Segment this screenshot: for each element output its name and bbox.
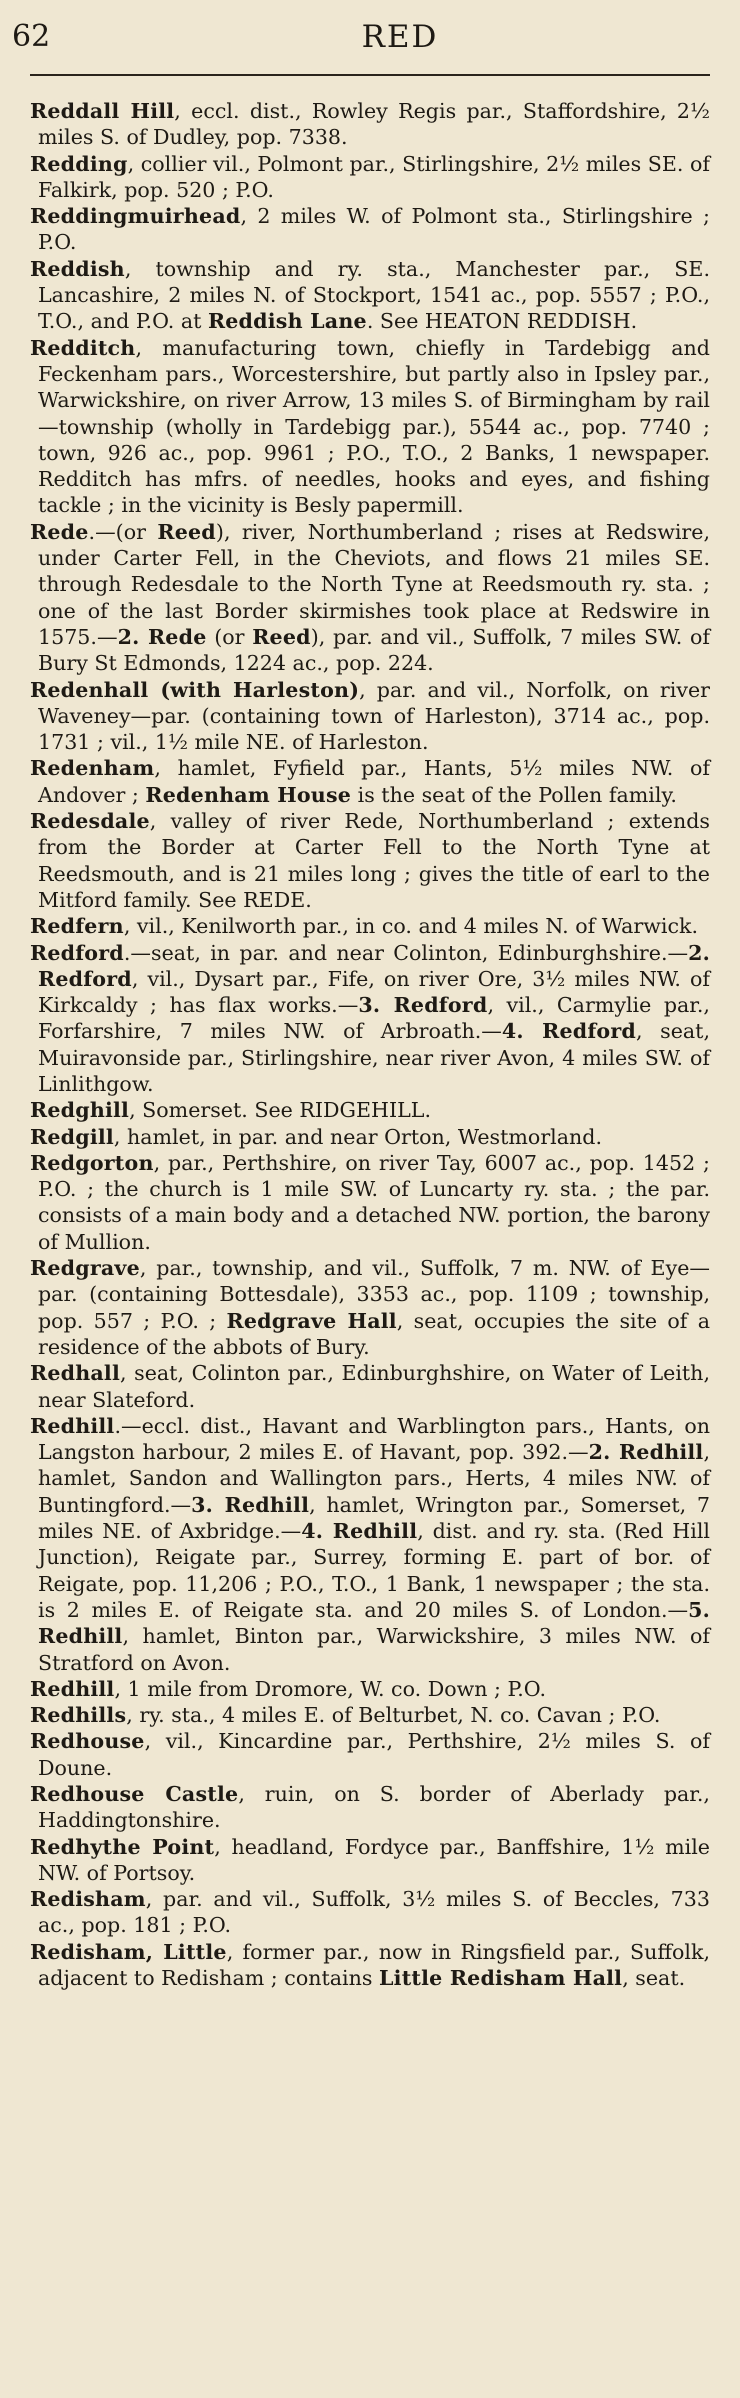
entry-text: ), par. and vil., Suffolk, 7 miles SW. of Bury St Edmonds, 1224 ac., pop. 224. — [38, 624, 710, 676]
entry-headword: Redhouse — [30, 1729, 145, 1754]
entry-text: , hamlet, Fyfield par., Hants, 5½ miles NW. of Andover ; — [38, 756, 710, 807]
entry-text: , hamlet, Wrington par., Somerset, 7 miles NE. of Axbridge.— — [38, 1492, 710, 1544]
entry-text: , former par., now in Ringsfield par., Suffolk, adjacent to Redisham ; contains — [38, 1939, 711, 1991]
entry-headword: 3. Redhill — [191, 1492, 310, 1517]
entry-headword: Redhouse Castle — [30, 1782, 239, 1806]
gazetteer-entry — [30, 913, 710, 939]
entry-headword: 3. Redford — [358, 993, 488, 1018]
gazetteer-entry — [30, 1150, 710, 1255]
entry-headword: Reed — [252, 624, 311, 649]
entry-headword: Rede — [30, 519, 89, 544]
page-header — [12, 0, 710, 76]
entry-text: , seat, occupies the site of a residence of the abbots of Bury. — [38, 1308, 710, 1359]
entry-text: . See HEATON REDDISH. — [366, 309, 638, 334]
gazetteer-entry — [30, 940, 710, 1098]
gazetteer-entry — [30, 1781, 710, 1834]
entry-headword: Redhythe Point — [30, 1834, 215, 1859]
entry-headword: Redditch — [30, 335, 136, 360]
entry-headword: 5. Redhill — [38, 1597, 710, 1649]
entry-text: , ry. sta., 4 miles E. of Belturbet, N. co. Cavan ; P.O. — [126, 1703, 661, 1728]
gazetteer-entry — [30, 755, 710, 808]
entry-text: is the seat of the Pollen family. — [351, 782, 677, 807]
entry-headword: Reed — [157, 519, 216, 544]
gazetteer-entry — [30, 677, 710, 756]
entry-text: .—(or — [88, 519, 158, 544]
gazetteer-entry — [30, 335, 710, 519]
entry-text: , vil., Kenilworth par., in co. and 4 miles N. of Warwick. — [123, 914, 699, 939]
entry-text: , ruin, on S. border of Aberlady par., Haddingtonshire. — [38, 1782, 710, 1833]
gazetteer-entry — [30, 1255, 710, 1360]
entry-text: , dist. and ry. sta. (Red Hill Junction), Reigate par., Surrey, forming E. part of bor. of Reigate, pop. 11,206 ; P.O., T.O., 1 Bank, 1 newspaper ; the sta. is 2 miles E. of Reigate sta. and 20 miles S. of London.— — [38, 1519, 710, 1622]
entry-headword: Redhill — [30, 1676, 115, 1701]
entry-text: , 2 miles W. of Polmont sta., Stirlingshire ; P.O. — [38, 204, 710, 255]
entry-headword: Redhall — [30, 1361, 120, 1386]
running-head: RED — [361, 19, 439, 55]
entry-text: .—eccl. dist., Havant and Warblington pars., Hants, on Langston harbour, 2 miles E. of Havant, pop. 392.— — [38, 1413, 710, 1465]
entry-headword: 4. Redhill — [301, 1519, 418, 1544]
entry-headword: Redfern — [30, 914, 124, 939]
entry-text: , seat, Muiravonside par., Stirlingshire, near river Avon, 4 miles SW. of Linlithgow. — [38, 1019, 710, 1096]
entry-text: , headland, Fordyce par., Banffshire, 1½ mile NW. of Portsoy. — [38, 1834, 710, 1885]
entry-headword: Reddish — [30, 256, 125, 281]
gazetteer-entry — [30, 1939, 710, 1992]
entry-text: , seat. — [622, 1966, 686, 1991]
entry-headword: Redenhall (with Harleston) — [30, 677, 360, 702]
entry-text: , Somerset. See RIDGEHILL. — [129, 1098, 432, 1123]
entry-text: , par. and vil., Norfolk, on river Waveney—par. (containing town of Harleston), 3714 ac., pop. 1731 ; vil., 1½ mile NE. of Harleston. — [38, 677, 711, 755]
entry-headword: Redisham — [30, 1887, 146, 1912]
entry-headword: Reddish Lane — [207, 309, 367, 334]
entry-headword: 2. Redford — [38, 940, 710, 991]
page-number: 62 — [12, 19, 51, 54]
entry-headword: 2. Rede — [117, 624, 207, 649]
entry-headword: Redenham House — [145, 782, 352, 807]
entry-text: , hamlet, Binton par., Warwickshire, 3 miles NW. of Stratford on Avon. — [38, 1624, 710, 1675]
entry-headword: Redgrave Hall — [226, 1308, 397, 1333]
entry-text: , seat, Colinton par., Edinburghshire, on Water of Leith, near Slateford. — [38, 1361, 710, 1412]
entry-text: , township and ry. sta., Manchester par., SE. Lancashire, 2 miles N. of Stockport, 1541 ac., pop. 5557 ; P.O., T.O., and P.O. at — [38, 256, 710, 334]
entry-headword: Redisham, Little — [30, 1939, 227, 1964]
gazetteer-entry — [30, 1728, 710, 1781]
entry-headword: Reddall Hill — [30, 99, 175, 123]
entry-headword: Redgorton — [30, 1150, 154, 1175]
entry-headword: Redgrave — [30, 1256, 140, 1281]
gazetteer-entry — [30, 1097, 710, 1123]
gazetteer-entry — [30, 1413, 710, 1676]
gazetteer-entry — [30, 151, 710, 204]
gazetteer-entry — [30, 1676, 710, 1702]
entry-headword: Reddingmuirhead — [30, 204, 241, 229]
gazetteer-entry — [30, 1886, 710, 1939]
entry-text: , par., township, and vil., Suffolk, 7 m. NW. of Eye—par. (containing Bottesdale), 3353 ac., pop. 1109 ; township, pop. 557 ; P.O. ; — [38, 1256, 710, 1333]
gazetteer-entry — [30, 519, 710, 677]
gazetteer-entry — [30, 203, 710, 256]
entry-text: , hamlet, in par. and near Orton, Westmorland. — [113, 1124, 603, 1149]
entry-text: , vil., Carmylie par., Forfarshire, 7 miles NW. of Arbroath.— — [38, 993, 710, 1044]
entry-text: .—seat, in par. and near Colinton, Edinburghshire.— — [123, 940, 689, 965]
entry-headword: Redhills — [30, 1703, 127, 1728]
entry-headword: Redhill — [30, 1413, 115, 1438]
gazetteer-entry — [30, 1360, 710, 1413]
entry-text: , eccl. dist., Rowley Regis par., Staffordshire, 2½ miles S. of Dudley, pop. 7338. — [38, 99, 710, 150]
entry-text: , vil., Dysart par., Fife, on river Ore, 3½ miles NW. of Kirkcaldy ; has flax works.— — [38, 966, 710, 1018]
entry-text: , hamlet, Sandon and Wallington pars., Herts, 4 miles NW. of Buntingford.— — [38, 1440, 710, 1517]
entry-headword: 2. Redhill — [588, 1440, 704, 1465]
entry-headword: 4. Redford — [501, 1019, 637, 1044]
gazetteer-entry — [30, 808, 710, 913]
gazetteer-entry — [30, 1834, 710, 1887]
entry-text: , par. and vil., Suffolk, 3½ miles S. of Beccles, 733 ac., pop. 181 ; P.O. — [38, 1887, 710, 1938]
entry-headword: Little Redisham Hall — [379, 1966, 623, 1991]
entry-text: , par., Perthshire, on river Tay, 6007 ac., pop. 1452 ; P.O. ; the church is 1 mile SW. of Luncarty ry. sta. ; the par. consists of a main body and a detached NW. portion, the barony of Mullion. — [38, 1150, 710, 1254]
gazetteer-entry — [30, 1702, 710, 1728]
entry-text: (or — [206, 624, 253, 649]
gazetteer-entry — [30, 98, 710, 151]
entry-text: , vil., Kincardine par., Perthshire, 2½ miles S. of Doune. — [38, 1729, 710, 1780]
entry-text: , 1 mile from Dromore, W. co. Down ; P.O. — [114, 1676, 546, 1701]
entry-headword: Redghill — [30, 1098, 130, 1123]
entry-text: , valley of river Rede, Northumberland ; extends from the Border at Carter Fell to the North Tyne at Reedsmouth, and is 21 miles long ; gives the title of earl to the Mitford family. See REDE. — [38, 809, 710, 912]
entry-headword: Redford — [30, 940, 124, 965]
entry-headword: Redesdale — [30, 809, 150, 834]
entry-headword: Redding — [30, 151, 128, 176]
entry-headword: Redgill — [30, 1124, 114, 1149]
gazetteer-entry — [30, 1124, 710, 1150]
entry-text: ), river, Northumberland ; rises at Redswire, under Carter Fell, in the Cheviots, and flows 21 miles SE. through Redesdale to the North Tyne at Reedsmouth ry. sta. ; one of the last Border skirmishes took place at Redswire in 1575.— — [38, 519, 710, 649]
entry-text: , collier vil., Polmont par., Stirlingshire, 2½ miles SE. of Falkirk, pop. 520 ; P.O. — [38, 151, 710, 202]
entry-text: , manufacturing town, chiefly in Tardebigg and Feckenham pars., Worcestershire, but partly also in Ipsley par., Warwickshire, on river Arrow, 13 miles S. of Birmingham by rail—township (wholly in Tardebigg par.), 5544 ac., pop. 7740 ; town, 926 ac., pop. 9961 ; P.O., T.O., 2 Banks, 1 newspaper. Redditch has mfrs. of needles, hooks and eyes, and fishing tackle ; in the vicinity is Besly papermill. — [38, 335, 710, 518]
entry-headword: Redenham — [30, 756, 155, 781]
gazetteer-entry — [30, 256, 710, 335]
gazetteer-entries — [30, 76, 710, 1991]
